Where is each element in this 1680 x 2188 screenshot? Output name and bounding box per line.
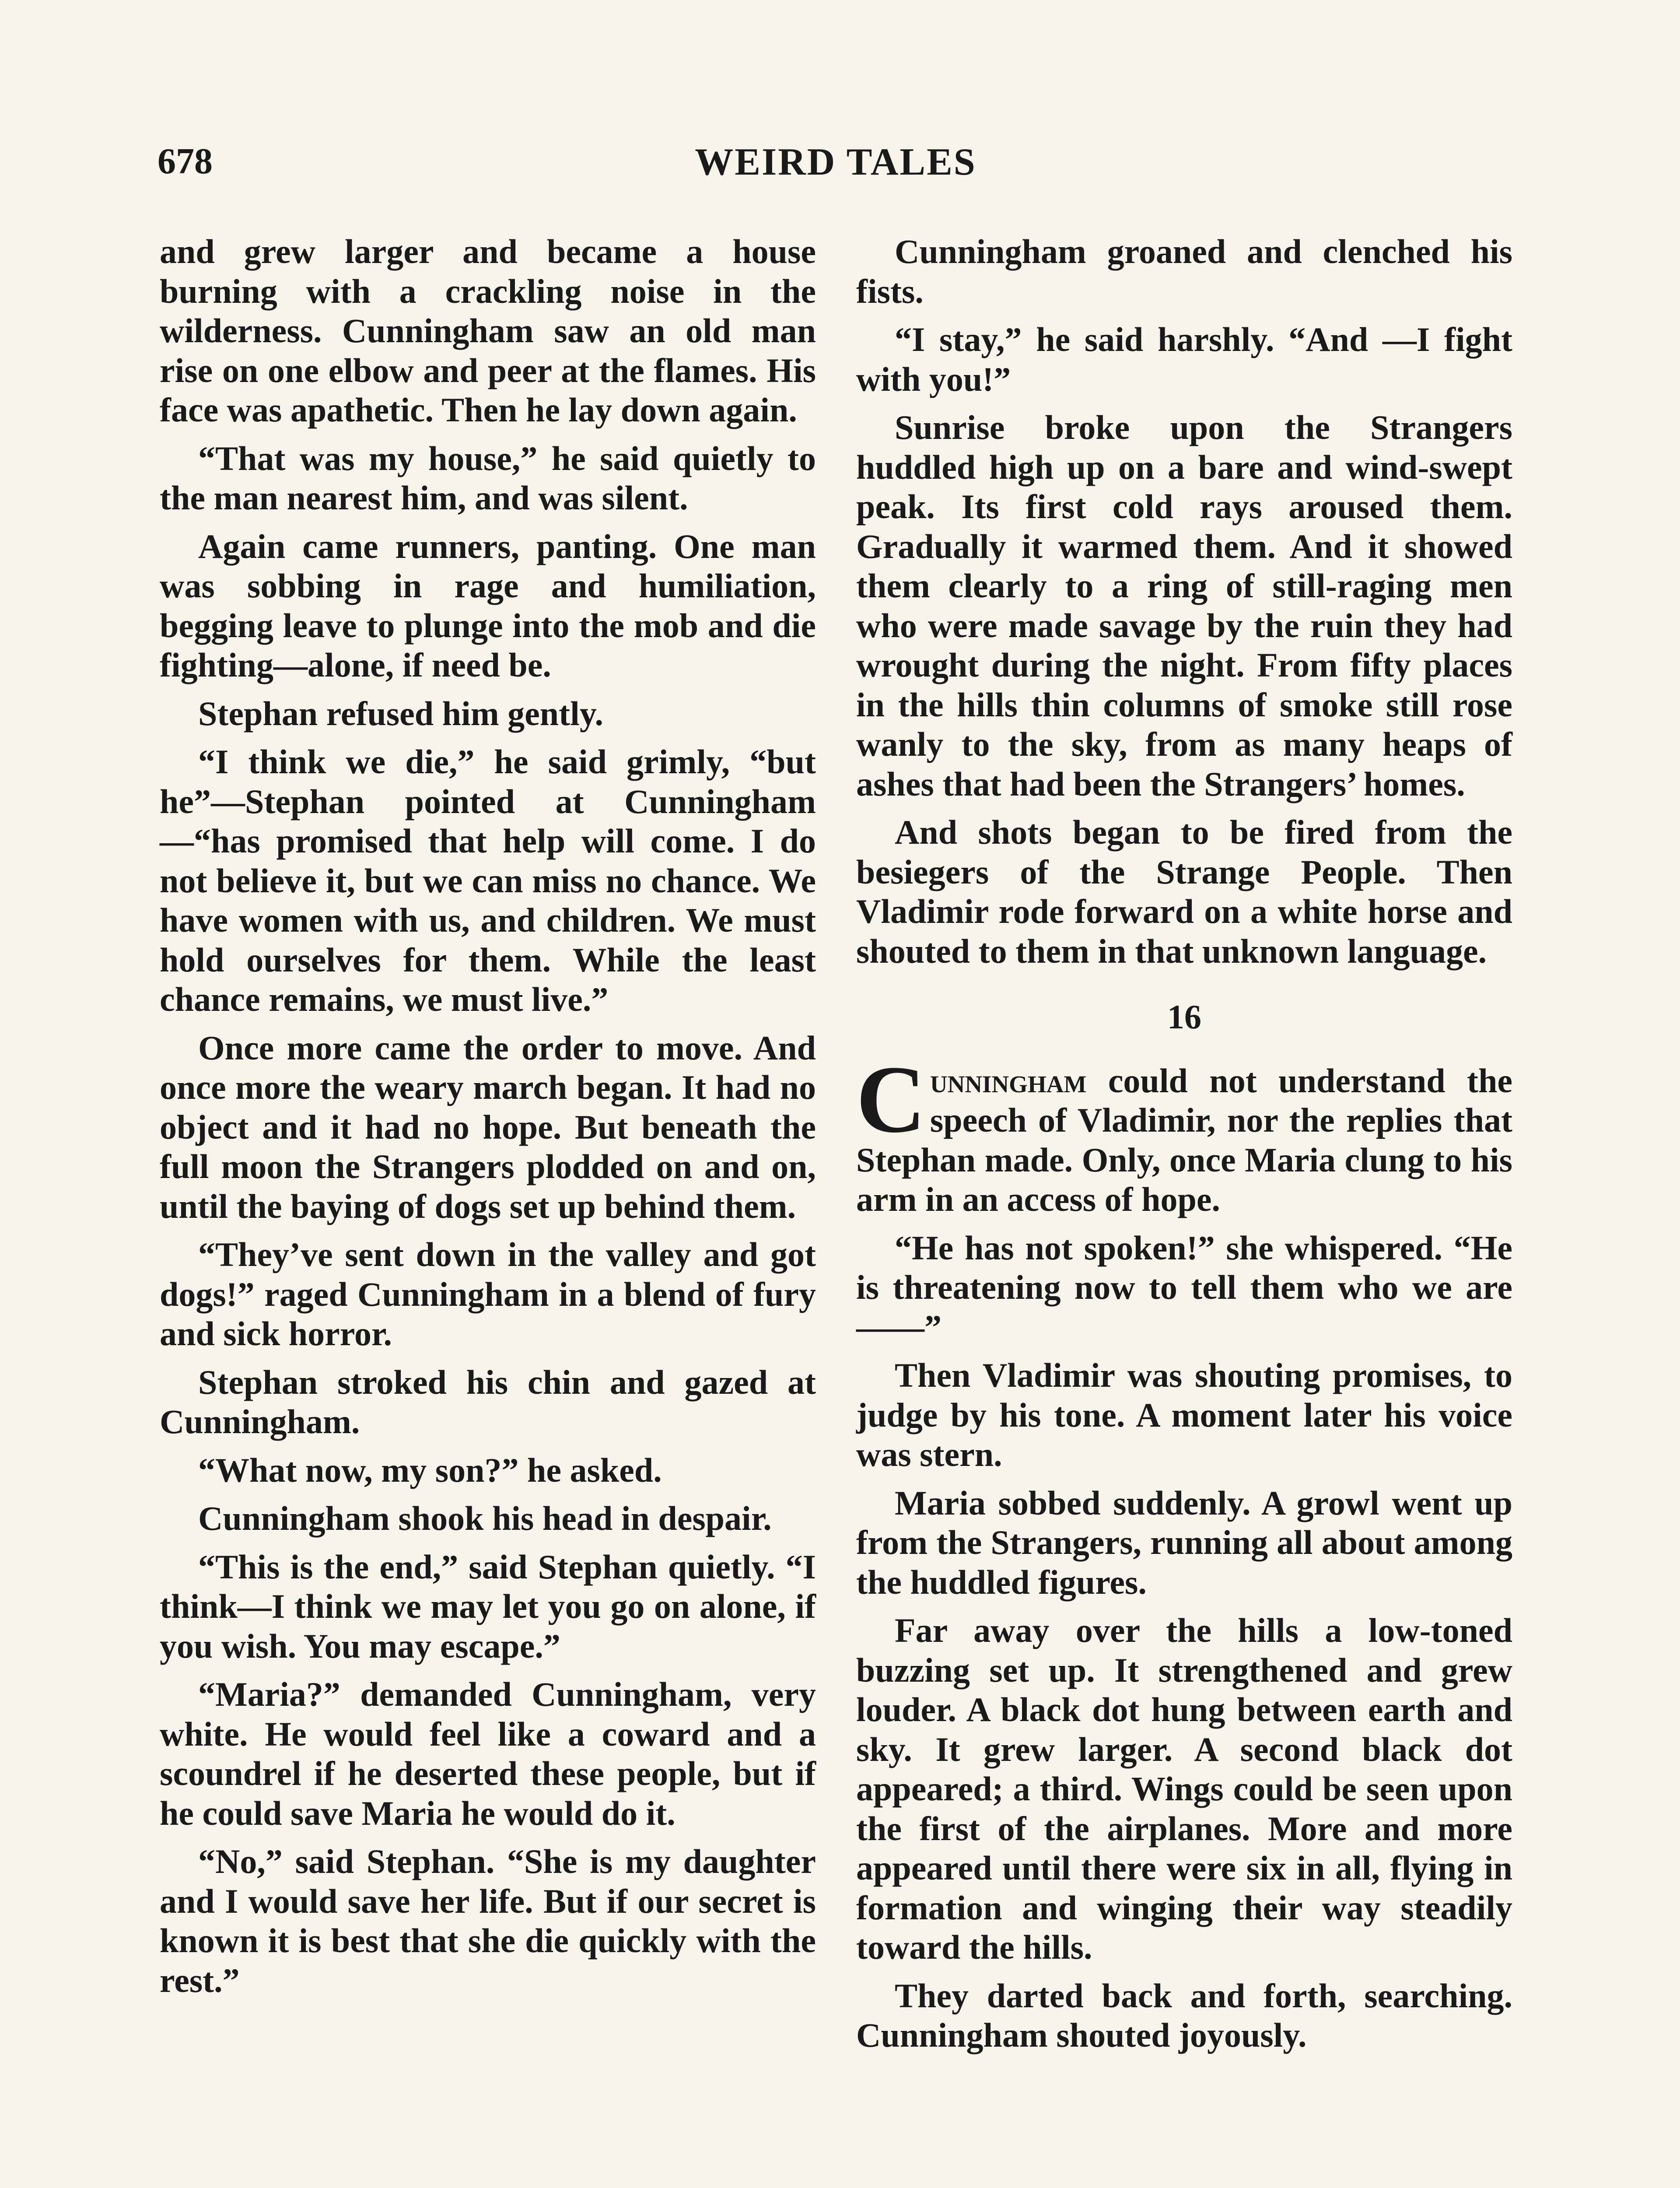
paragraph: Far away over the hills a low-toned buzzing set up. It strengthened and grew louder. A black dot hung between earth and sky. It grew larger. A second black dot appeared; a third. Wings could be seen upon the first of the airplanes. More and more appeared until there were six in all, flying in formation and winging their way steadily toward the hills.	[856, 1611, 1512, 1966]
left-column	[160, 232, 816, 2009]
paragraph: “Maria?” demanded Cunningham, very white. He would feel like a coward and a scoundrel if he deserted these people, but if he could save Maria he would do it.	[160, 1675, 816, 1832]
paragraph: Once more came the order to move. And once more the weary march began. It had no object and it had no hope. But beneath the full moon the Strangers plodded on and on, until the baying of dogs set up behind them.	[160, 1028, 816, 1225]
section-number: 16	[1167, 998, 1201, 1036]
page-number: 678	[158, 141, 213, 182]
paragraph: “I think we die,” he said grimly, “but he”—Stephan pointed at Cunningham—“has promised that help will come. I do not believe it, but we can miss no chance. We have women with us, and children. We must hold ourselves for them. While the least chance remains, we must live.”	[160, 743, 816, 1018]
paragraph: Cunningham groaned and clenched his fists.	[856, 232, 1512, 310]
paragraph: They darted back and forth, searching. Cunningham shouted joyously.	[856, 1976, 1512, 2054]
paragraph: “I stay,” he said harshly. “And —I fight with you!”	[856, 320, 1512, 398]
paragraph: Again came runners, panting. One man was sobbing in rage and humiliation, begging leave to plunge into the mob and die fighting—alone, if need be.	[160, 527, 816, 684]
paragraph: Stephan refused him gently.	[198, 694, 604, 733]
paragraph: And shots began to be fired from the besiegers of the Strange People. Then Vladimir rode forward on a white horse and shouted to them in that unknown language.	[856, 813, 1512, 970]
drop-cap: C	[856, 1045, 926, 1153]
paragraph: “They’ve sent down in the valley and got dogs!” raged Cunningham in a blend of fury and sick horror.	[160, 1235, 816, 1353]
running-title: WEIRD TALES	[695, 141, 976, 183]
paragraph: Stephan stroked his chin and gazed at Cunningham.	[160, 1363, 816, 1441]
right-column	[856, 232, 1512, 2064]
paragraph: “This is the end,” said Stephan quietly. “I think—I think we may let you go on alone, if you wish. You may escape.”	[160, 1547, 816, 1665]
paragraph: Then Vladimir was shouting promises, to judge by his tone. A moment later his voice was stern.	[856, 1356, 1512, 1473]
paragraph: “No,” said Stephan. “She is my daughter and I would save her life. But if our secret is known it is best that she die quickly with the rest.”	[160, 1842, 816, 1999]
small-caps-name: unningham	[930, 1061, 1087, 1100]
opening-text: could not understand the speech of Vladimir, nor the replies that Stephan made. Only, once Maria clung to his arm in an access of hope.	[856, 1061, 1512, 1218]
paragraph: Sunrise broke upon the Strangers huddled high up on a bare and wind-swept peak. Its first cold rays aroused them. Gradually it warmed them. And it showed them clearly to a ring of still-raging men who were made savage by the ruin they had wrought during the night. From fifty places in the hills thin columns of smoke still rose wanly to the sky, from as many heaps of ashes that had been the Strangers’ homes.	[856, 408, 1512, 803]
paragraph: Cunningham shook his head in despair.	[198, 1499, 772, 1537]
section-opening-paragraph	[856, 1045, 1512, 1220]
paragraph: Maria sobbed suddenly. A growl went up from the Strangers, running all about among the huddled figures.	[856, 1483, 1512, 1601]
paragraph: “He has not spoken!” she whispered. “He is threatening now to tell them who we are——”	[856, 1228, 1512, 1346]
paragraph: and grew larger and became a house burning with a crackling noise in the wilderness. Cunningham saw an old man rise on one elbow and peer at the flames. His face was apathetic. Then he lay down again.	[160, 232, 816, 429]
paragraph: “What now, my son?” he asked.	[198, 1451, 662, 1489]
page-header	[158, 140, 1514, 210]
paragraph: “That was my house,” he said quietly to the man nearest him, and was silent.	[160, 439, 816, 517]
